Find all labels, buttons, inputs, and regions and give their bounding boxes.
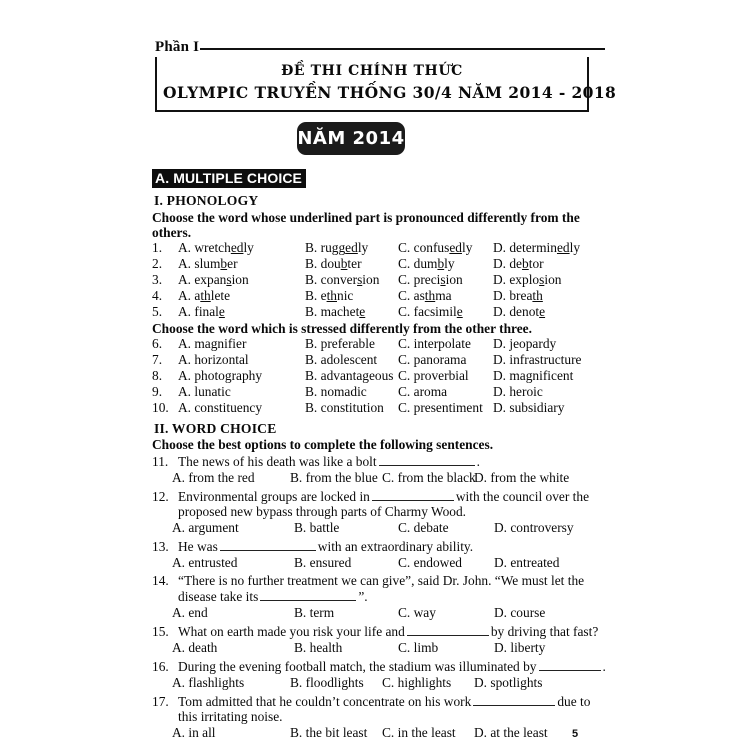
section-heading-multiple-choice: A. MULTIPLE CHOICE	[152, 169, 306, 188]
question-text: “There is no further treatment we can give”, said Dr. John. “We must let the	[178, 572, 585, 588]
option-c[interactable]: C. interpolate	[398, 336, 471, 352]
question-number: 17.	[152, 693, 169, 709]
question-number: 6.	[152, 336, 163, 352]
question-row	[152, 289, 604, 305]
question-row	[152, 401, 604, 417]
question-number: 7.	[152, 352, 163, 368]
option-b[interactable]: B. the bit least	[290, 724, 368, 740]
stem-after: ”.	[358, 589, 368, 605]
answer-blank	[220, 538, 316, 551]
option-b[interactable]: B. health	[294, 639, 343, 655]
answer-row	[172, 605, 604, 622]
stem-after: with an extraordinary ability.	[317, 539, 474, 555]
option-b[interactable]: B. machete	[305, 303, 366, 319]
stem-before: disease take its	[178, 589, 259, 605]
option-a[interactable]: A. entrusted	[172, 554, 238, 570]
option-a[interactable]: A. athlete	[178, 287, 231, 303]
option-c[interactable]: C. from the black	[382, 469, 476, 485]
stem-after: by driving that fast?	[490, 624, 599, 640]
option-a[interactable]: A. magnifier	[178, 336, 247, 352]
subsection-heading-word-choice: II. WORD CHOICE	[154, 420, 277, 436]
question-number: 1.	[152, 239, 163, 255]
question-text	[178, 488, 604, 505]
option-c[interactable]: C. highlights	[382, 674, 452, 690]
question-block-15	[152, 623, 604, 657]
question-number: 4.	[152, 287, 163, 303]
question-number: 16.	[152, 658, 169, 674]
question-text-continued: this irritating noise.	[178, 709, 283, 725]
option-d[interactable]: D. infrastructure	[493, 352, 582, 368]
option-b[interactable]: B. floodlights	[290, 674, 364, 690]
exam-title-primary: ĐỀ THI CHÍNH THỨC	[281, 63, 463, 79]
question-row	[152, 385, 604, 401]
question-block-14	[152, 573, 604, 622]
exam-title-box	[155, 57, 617, 112]
stem-before: He was	[178, 539, 218, 555]
option-a[interactable]: A. expansion	[178, 271, 249, 287]
question-stem	[152, 658, 604, 675]
question-number: 15.	[152, 624, 169, 640]
option-b[interactable]: B. ruggedly	[305, 239, 369, 255]
option-b[interactable]: B. from the blue	[290, 469, 378, 485]
answer-row	[172, 520, 604, 537]
phonology-questions-group-2	[152, 337, 604, 417]
year-badge	[297, 122, 405, 155]
stem-after: due to	[557, 693, 591, 709]
option-b[interactable]: B. ethnic	[305, 287, 354, 303]
option-c[interactable]: C. debate	[398, 520, 449, 536]
option-d[interactable]: D. jeopardy	[493, 336, 557, 352]
option-a[interactable]: A. argument	[172, 520, 239, 536]
option-d[interactable]: D. at the least	[474, 724, 548, 740]
phonology-questions-group-1	[152, 241, 604, 321]
option-a[interactable]: A. in all	[172, 724, 216, 740]
answer-row	[172, 675, 604, 692]
option-c[interactable]: C. panorama	[398, 352, 467, 368]
question-row	[152, 353, 604, 369]
question-block-11	[152, 453, 604, 487]
option-a[interactable]: A. death	[172, 639, 218, 655]
option-d[interactable]: D. liberty	[494, 639, 546, 655]
question-number: 14.	[152, 572, 169, 588]
option-b[interactable]: B. ensured	[294, 554, 352, 570]
stem-before: What on earth made you risk your life and	[178, 624, 405, 640]
part-header	[155, 36, 605, 58]
part-label: Phần I	[155, 38, 200, 55]
question-block-13	[152, 538, 604, 572]
option-c[interactable]: C. proverbial	[398, 368, 469, 384]
option-a[interactable]: A. horizontal	[178, 352, 249, 368]
question-stem	[152, 538, 604, 555]
question-number: 13.	[152, 539, 169, 555]
stem-before: Environmental groups are locked in	[178, 488, 370, 504]
option-d[interactable]: D. from the white	[474, 469, 570, 485]
page-number: 5	[572, 728, 579, 740]
option-a[interactable]: A. end	[172, 605, 208, 621]
answer-blank	[407, 623, 489, 636]
document-body	[152, 190, 604, 742]
option-b[interactable]: B. adolescent	[305, 352, 378, 368]
option-b[interactable]: B. constitution	[305, 400, 384, 416]
answer-blank	[473, 693, 555, 706]
question-text	[178, 453, 604, 470]
option-c[interactable]: C. endowed	[398, 554, 462, 570]
option-b[interactable]: B. doubter	[305, 255, 362, 271]
stem-before: Tom admitted that he couldn’t concentrate on his work	[178, 693, 472, 709]
option-c[interactable]: C. precision	[398, 271, 463, 287]
question-text	[178, 623, 604, 640]
option-c[interactable]: C. way	[398, 605, 436, 621]
option-a[interactable]: A. photography	[178, 368, 263, 384]
option-d[interactable]: D. controversy	[494, 520, 574, 536]
question-number: 12.	[152, 488, 169, 504]
question-text	[178, 693, 604, 710]
option-d[interactable]: D. debtor	[493, 255, 544, 271]
question-stem	[152, 623, 604, 640]
question-number: 3.	[152, 271, 163, 287]
question-number: 5.	[152, 303, 163, 319]
option-a[interactable]: A. constituency	[178, 400, 263, 416]
option-d[interactable]: D. magnificent	[493, 368, 574, 384]
option-a[interactable]: A. flashlights	[172, 674, 245, 690]
answer-row	[172, 555, 604, 572]
question-block-12	[152, 488, 604, 537]
stem-before: The news of his death was like a bolt	[178, 454, 377, 470]
option-b[interactable]: B. battle	[294, 520, 340, 536]
question-number: 2.	[152, 255, 163, 271]
question-row	[152, 273, 604, 289]
question-row	[152, 305, 604, 321]
option-d[interactable]: D. subsidiary	[493, 400, 565, 416]
answer-blank	[372, 488, 454, 501]
answer-blank	[379, 453, 475, 466]
answer-row	[172, 640, 604, 657]
question-row	[152, 337, 604, 353]
option-b[interactable]: B. nomadic	[305, 384, 367, 400]
answer-blank	[539, 658, 601, 671]
question-number: 11.	[152, 454, 169, 470]
option-d[interactable]: D. breath	[493, 287, 543, 303]
option-d[interactable]: D. determinedly	[493, 239, 581, 255]
phonology-instruction-2: Choose the word which is stressed differently from the other three.	[152, 321, 532, 337]
stem-after: .	[476, 454, 480, 470]
option-d[interactable]: D. entreated	[494, 554, 560, 570]
stem-after: with the council over the	[455, 488, 590, 504]
question-text	[178, 538, 604, 555]
phonology-instruction-1: Choose the word whose underlined part is pronounced differently from the others.	[152, 209, 580, 240]
option-c[interactable]: C. asthma	[398, 287, 452, 303]
option-d[interactable]: D. heroic	[493, 384, 543, 400]
question-stem	[152, 693, 604, 710]
option-c[interactable]: C. facsimile	[398, 303, 463, 319]
option-b[interactable]: B. conversion	[305, 271, 380, 287]
question-stem	[152, 488, 604, 505]
answer-row	[172, 470, 604, 487]
option-a[interactable]: A. lunatic	[178, 384, 231, 400]
option-c[interactable]: C. presentiment	[398, 400, 483, 416]
question-number: 9.	[152, 384, 163, 400]
option-a[interactable]: A. finale	[178, 303, 225, 319]
word-choice-instruction: Choose the best options to complete the following sentences.	[152, 437, 494, 453]
question-row	[152, 257, 604, 273]
option-a[interactable]: A. from the red	[172, 469, 255, 485]
question-row	[152, 369, 604, 385]
option-a[interactable]: A. slumber	[178, 255, 238, 271]
option-d[interactable]: D. explosion	[493, 271, 562, 287]
option-d[interactable]: D. spotlights	[474, 674, 543, 690]
header-rule	[200, 48, 605, 50]
stem-before: During the evening football match, the stadium was illuminated by	[178, 658, 537, 674]
question-text-continued: proposed new bypass through parts of Charmy Wood.	[178, 504, 467, 520]
question-block-16	[152, 658, 604, 692]
answer-blank	[260, 588, 356, 601]
option-c[interactable]: C. confusedly	[398, 239, 473, 255]
question-text	[178, 658, 606, 675]
question-number: 8.	[152, 368, 163, 384]
option-d[interactable]: D. denote	[493, 303, 546, 319]
option-d[interactable]: D. course	[494, 605, 546, 621]
option-c[interactable]: C. dumbly	[398, 255, 455, 271]
exam-title-secondary: OLYMPIC TRUYỀN THỐNG 30/4 NĂM 2014 - 2018	[163, 82, 617, 102]
question-number: 10.	[152, 400, 169, 416]
option-c[interactable]: C. limb	[398, 639, 439, 655]
question-stem	[152, 573, 604, 589]
subsection-heading-phonology: I. PHONOLOGY	[154, 193, 259, 208]
option-c[interactable]: C. in the least	[382, 724, 456, 740]
question-block-17	[152, 693, 604, 742]
option-b[interactable]: B. advantageous	[305, 368, 394, 384]
year-badge-label: NĂM 2014	[297, 128, 405, 149]
option-c[interactable]: C. aroma	[398, 384, 448, 400]
option-a[interactable]: A. wretchedly	[178, 239, 254, 255]
answer-row	[172, 725, 604, 742]
question-row	[152, 241, 604, 257]
question-stem	[152, 453, 604, 470]
question-text-continued	[178, 588, 604, 605]
option-b[interactable]: B. term	[294, 605, 335, 621]
option-b[interactable]: B. preferable	[305, 336, 375, 352]
stem-after: .	[602, 658, 606, 674]
